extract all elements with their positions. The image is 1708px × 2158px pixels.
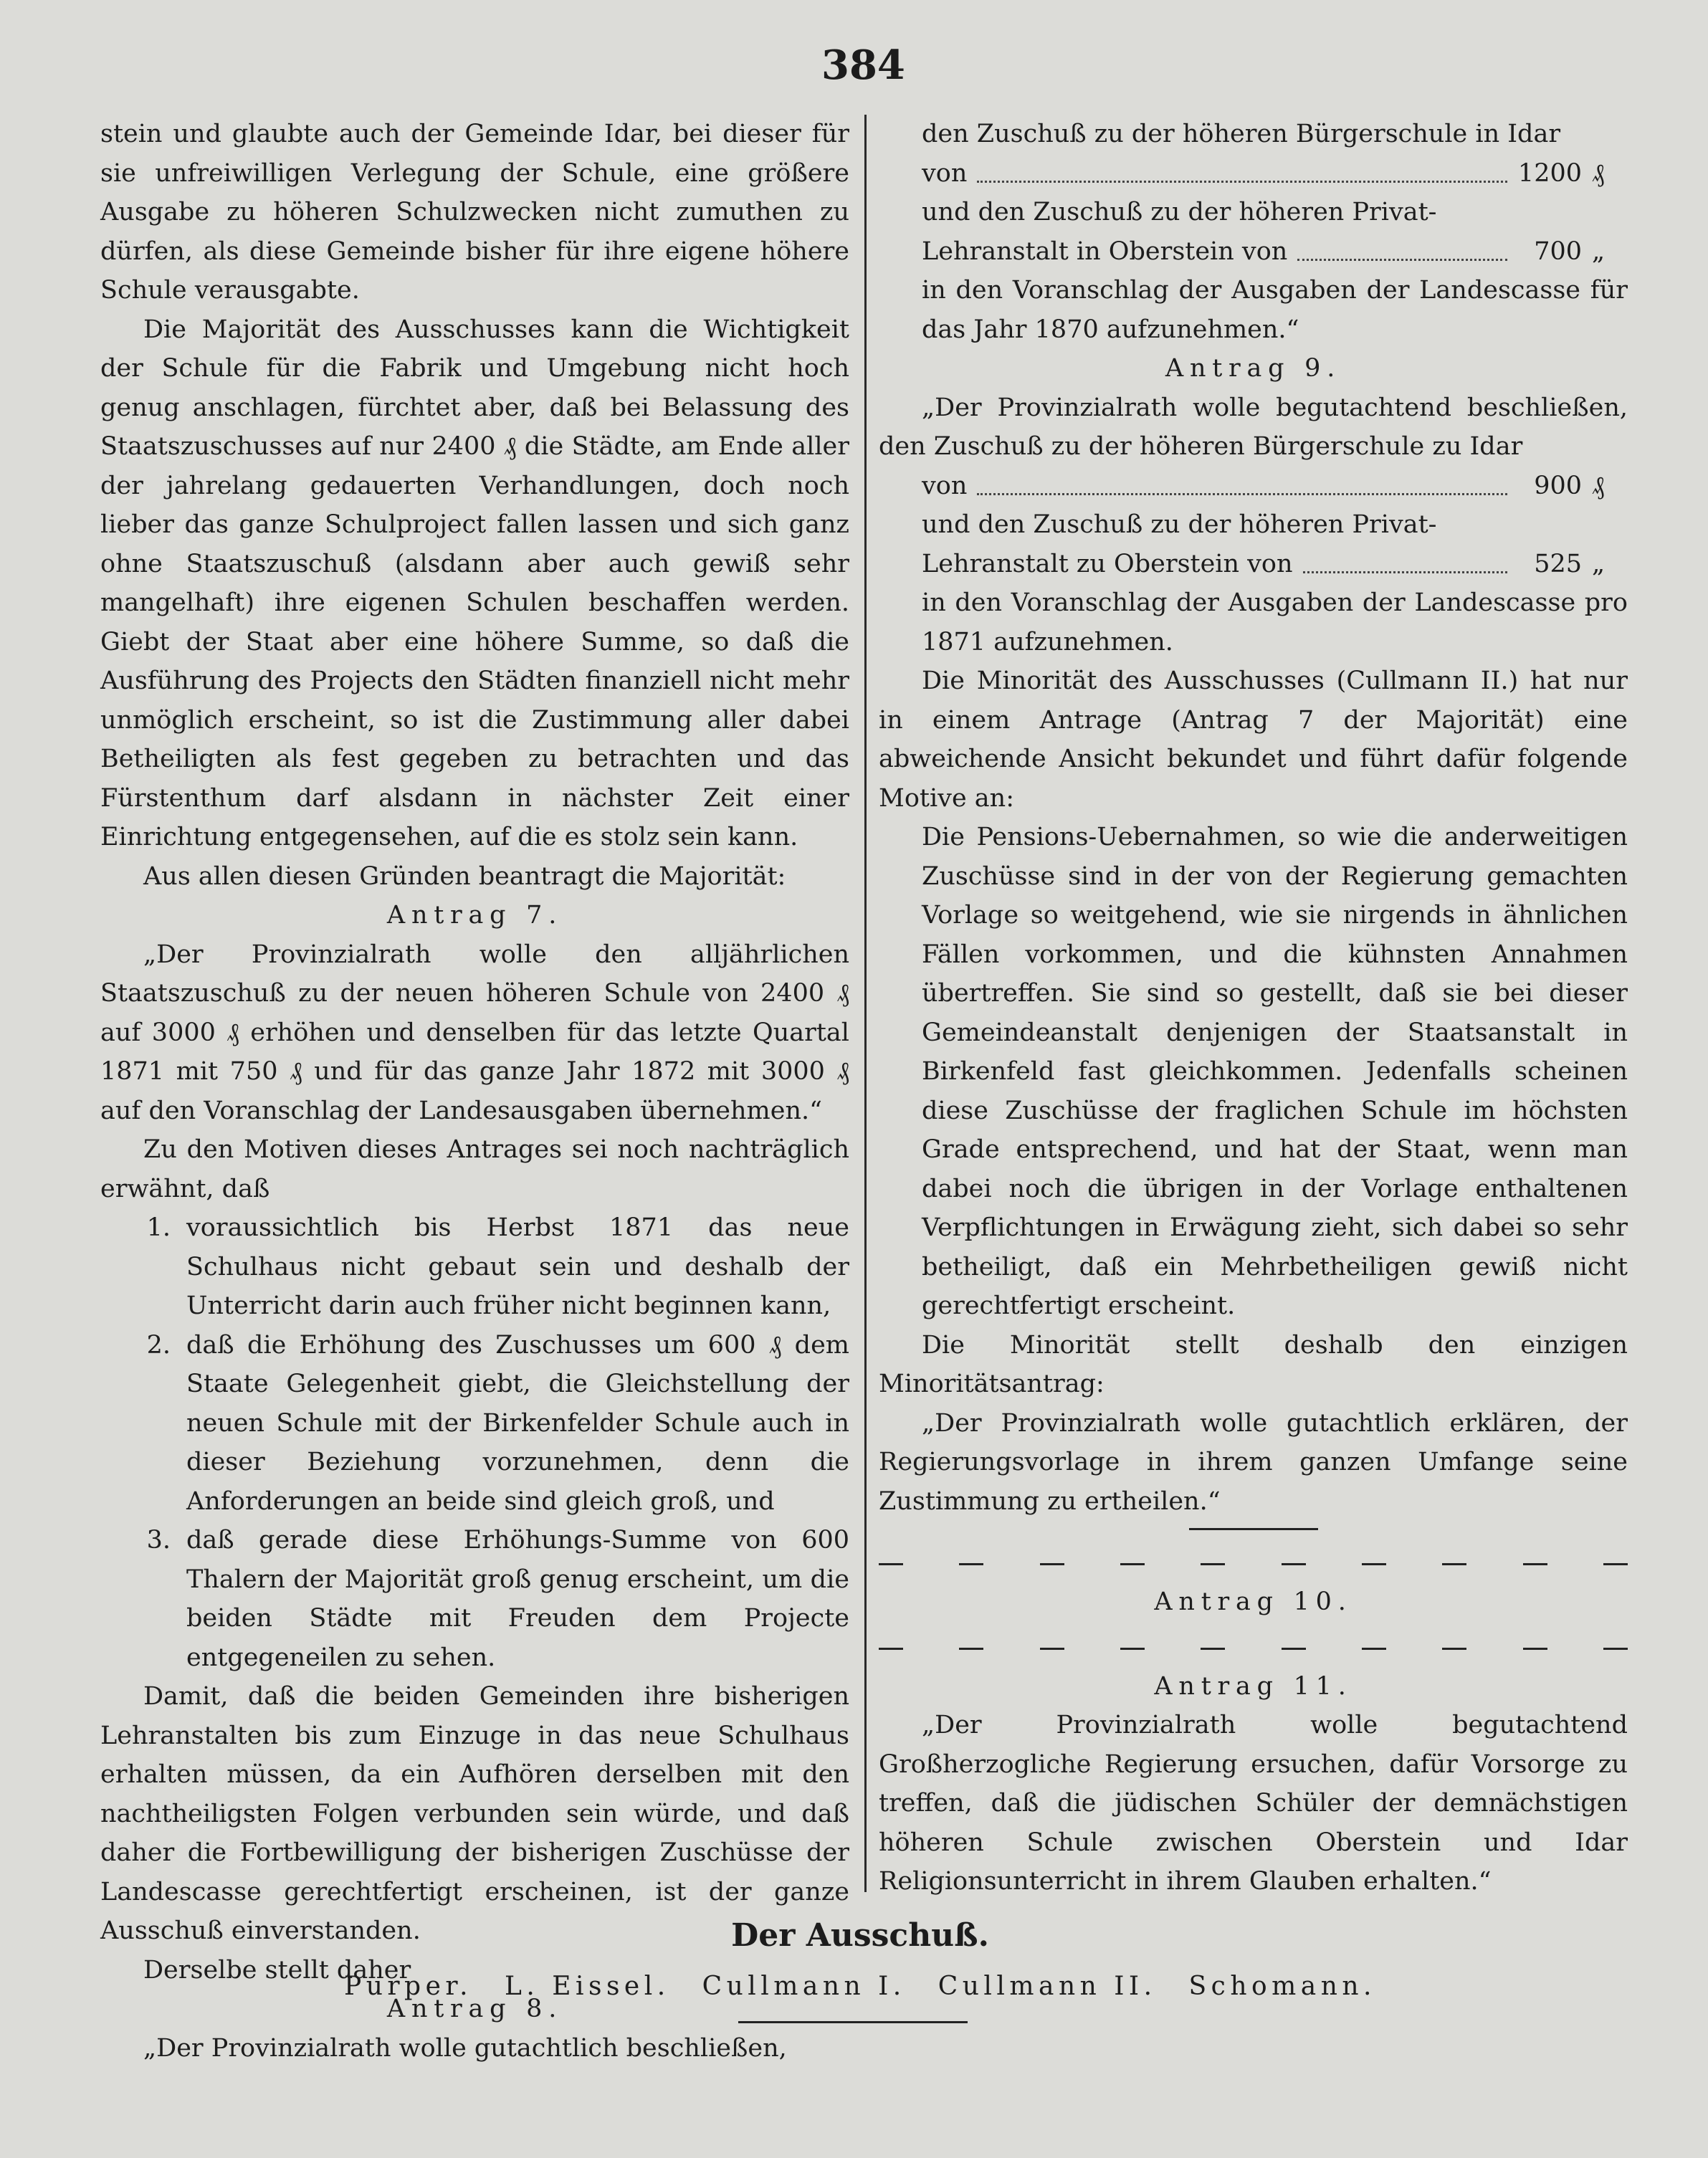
omission-dashes	[879, 1622, 1628, 1667]
dash	[1523, 1648, 1547, 1650]
section-rule	[1189, 1528, 1318, 1530]
amount-value: 525	[1534, 549, 1582, 578]
list-item-text: daß die Erhöhung des Zuschusses um 600 ₰ dem Staate Gelegenheit giebt, die Gleichstellung der neuen Schule mit der Birkenfelder Schule auch in dieser Beziehung vorzunehmen, denn die Anforderungen an beide sind gleich groß, und	[186, 1330, 849, 1516]
signature: Cullmann I.	[702, 1972, 906, 2001]
list-item-number: 1.	[146, 1213, 171, 1242]
amount-label: von	[922, 158, 968, 188]
currency-sign: „	[1592, 237, 1606, 266]
signature-line	[344, 1965, 1376, 2008]
list-item-number: 3.	[146, 1526, 171, 1555]
amount-row	[879, 545, 1628, 584]
currency-sign: ₰	[1592, 471, 1605, 500]
antrag-9-text: „Der Provinzialrath wolle begutachtend beschließen, den Zuschuß zu der höheren Bürgerschule zu Idar	[879, 393, 1628, 461]
dash	[1201, 1648, 1225, 1650]
antrag-11-text: „Der Provinzialrath wolle begutachtend Großherzogliche Regierung ersuchen, dafür Vorsorge zu treffen, daß die jüdischen Schüler der demnächstigen höheren Schule zwischen Oberstein und Idar Religionsunterricht in ihrem Glauben erhalten.“	[879, 1711, 1628, 1896]
antrag-8-text: in den Voranschlag der Ausgaben der Landescasse für das Jahr 1870 aufzunehmen.“	[922, 276, 1628, 344]
dash	[1603, 1648, 1628, 1650]
dash	[879, 1563, 903, 1565]
list-item-text: voraussichtlich bis Herbst 1871 das neue Schulhaus nicht gebaut sein und deshalb der Unterricht darin auch früher nicht beginnen kann,	[186, 1213, 849, 1320]
column-divider	[864, 115, 867, 1892]
amount-row	[879, 467, 1628, 506]
list-item	[100, 1521, 849, 1677]
dash	[1442, 1563, 1466, 1565]
page-number: 384	[821, 42, 905, 89]
minority-motion: „Der Provinzialrath wolle gutachtlich erklären, der Regierungsvorlage in ihrem ganzen Umfange seine Zustimmung zu ertheilen.“	[879, 1408, 1628, 1516]
dash	[1362, 1648, 1386, 1650]
dash	[1603, 1563, 1628, 1565]
amount-label: von	[922, 471, 968, 500]
dash	[1362, 1563, 1386, 1565]
amount-label: Lehranstalt in Oberstein von	[922, 237, 1288, 266]
signature: L. Eissel.	[505, 1972, 670, 2001]
paragraph: Zu den Motiven dieses Antrages sei noch nachträglich erwähnt, daß	[100, 1135, 849, 1203]
minority-reason: Die Pensions-Uebernahmen, so wie die anderweitigen Zuschüsse sind in der von der Regierung gemachten Vorlage so weitgehend, wie sie nirgends in ähnlichen Fällen vorkommen, und die kühnsten Annahmen übertreffen. Sie sind so gestellt, daß sie bei dieser Gemeindeanstalt denjenigen der Staatsanstalt in Birkenfeld fast gleichkommen. Jedenfalls scheinen diese Zuschüsse der fraglichen Schule im höchsten Grade entsprechend, und hat der Staat, wenn man dabei noch die übrigen in der Vorlage enthaltenen Verpflichtungen in Erwägung zieht, sich dabei so sehr betheiligt, daß ein Mehrbetheiligen gewiß nicht gerechtfertigt erscheint.	[922, 823, 1628, 1320]
amount-row	[879, 154, 1628, 194]
paragraph: Aus allen diesen Gründen beantragt die Majorität:	[143, 861, 786, 891]
antrag-9-text: und den Zuschuß zu der höheren Privat-	[922, 510, 1437, 539]
dot-leader	[1297, 232, 1507, 262]
dot-leader	[1303, 545, 1507, 574]
dash	[1442, 1648, 1466, 1650]
dash	[1120, 1648, 1145, 1650]
antrag-10-heading: Antrag 10.	[1154, 1588, 1352, 1616]
dash	[879, 1648, 903, 1650]
signature: Schomann.	[1188, 1972, 1376, 2001]
dash	[1201, 1563, 1225, 1565]
dash	[959, 1648, 983, 1650]
paragraph: Derselbe stellt daher	[143, 1955, 411, 1985]
antrag-9-text: in den Voranschlag der Ausgaben der Landescasse pro 1871 aufzunehmen.	[922, 588, 1628, 657]
paragraph: stein und glaubte auch der Gemeinde Idar, bei dieser für sie unfreiwilligen Verlegung der Schule, eine größere Ausgabe zu höheren Schulzwecken nicht zumuthen zu dürfen, als diese Gemeinde bisher für ihre eigene höhere Schule verausgabte.	[100, 120, 849, 305]
committee-title: Der Ausschuß.	[731, 1917, 989, 1954]
motive-list	[100, 1208, 849, 1677]
dash	[1282, 1648, 1306, 1650]
dash	[1120, 1563, 1145, 1565]
omission-dashes	[879, 1537, 1628, 1582]
list-item-text: daß gerade diese Erhöhungs-Summe von 600 Thalern der Majorität groß genug erscheint, um die beiden Städte mit Freuden dem Projecte entgegeneilen zu sehen.	[186, 1526, 849, 1672]
minority-motion-intro: Die Minorität stellt deshalb den einzigen Minoritätsantrag:	[879, 1330, 1628, 1398]
amount-value: 700	[1534, 237, 1582, 266]
dash	[959, 1563, 983, 1565]
right-column	[879, 115, 1628, 1896]
antrag-9-heading: Antrag 9.	[1165, 354, 1342, 383]
signature: Purper.	[344, 1972, 473, 2001]
antrag-8-text: und den Zuschuß zu der höheren Privat-	[922, 198, 1437, 226]
list-item	[100, 1326, 849, 1522]
dot-leader	[977, 467, 1507, 496]
antrag-8-text: den Zuschuß zu der höheren Bürgerschule in Idar	[922, 120, 1561, 148]
bottom-rule	[738, 2021, 968, 2023]
antrag-7-text: „Der Provinzialrath wolle den alljährlichen Staatszuschuß zu der neuen höheren Schule von 2400 ₰ auf 3000 ₰ erhöhen und denselben für das letzte Quartal 1871 mit 750 ₰ und für das ganze Jahr 1872 mit 3000 ₰ auf den Voranschlag der Landesausgaben übernehmen.“	[100, 940, 849, 1125]
amount-row	[879, 232, 1628, 272]
paragraph: Die Majorität des Ausschusses kann die Wichtigkeit der Schule für die Fabrik und Umgebung nicht hoch genug anschlagen, fürchtet aber, daß bei Belassung des Staatszuschusses auf nur 2400 ₰ die Städte, am Ende aller der jahrelang gedauerten Verhandlungen, doch noch lieber das ganze Schulproject fallen lassen und sich ganz ohne Staatszuschuß (alsdann aber auch gewiß sehr mangelhaft) ihre eigenen Schulen beschaffen werden. Giebt der Staat aber eine höhere Summe, so daß die Ausführung des Projects den Städten finanziell nicht mehr unmöglich erscheint, so ist die Zustimmung aller dabei Betheiligten als fest gegeben zu betrachten und das Fürstenthum darf alsdann in nächster Zeit einer Einrichtung entgegensehen, auf die es stolz sein kann.	[100, 315, 849, 851]
antrag-7-heading: Antrag 7.	[386, 901, 563, 930]
dot-leader	[977, 154, 1507, 183]
list-item	[100, 1208, 849, 1326]
list-item-number: 2.	[146, 1330, 171, 1360]
antrag-8-text: „Der Provinzialrath wolle gutachtlich beschließen,	[143, 2033, 787, 2063]
minority-intro: Die Minorität des Ausschusses (Cullmann II.) hat nur in einem Antrage (Antrag 7 der Majorität) eine abweichende Ansicht bekundet und führt dafür folgende Motive an:	[879, 667, 1628, 813]
antrag-8-heading: Antrag 8.	[386, 1995, 563, 2023]
currency-sign: ₰	[1592, 158, 1605, 188]
amount-value: 1200	[1517, 158, 1582, 188]
paragraph: Damit, daß die beiden Gemeinden ihre bisherigen Lehranstalten bis zum Einzuge in das neue Schulhaus erhalten müssen, da ein Aufhören derselben mit den nachtheiligsten Folgen verbunden sein würde, und daß daher die Fortbewilligung der bisherigen Zuschüsse der Landescasse gerechtfertigt erscheinen, ist der ganze Ausschuß einverstanden.	[100, 1682, 849, 1945]
amount-label: Lehranstalt zu Oberstein von	[922, 549, 1293, 578]
dash	[1282, 1563, 1306, 1565]
signature: Cullmann II.	[938, 1972, 1157, 2001]
dash	[1523, 1563, 1547, 1565]
antrag-11-heading: Antrag 11.	[1154, 1671, 1352, 1701]
dash	[1040, 1563, 1064, 1565]
amount-value: 900	[1534, 471, 1582, 500]
dash	[1040, 1648, 1064, 1650]
currency-sign: „	[1592, 549, 1606, 578]
